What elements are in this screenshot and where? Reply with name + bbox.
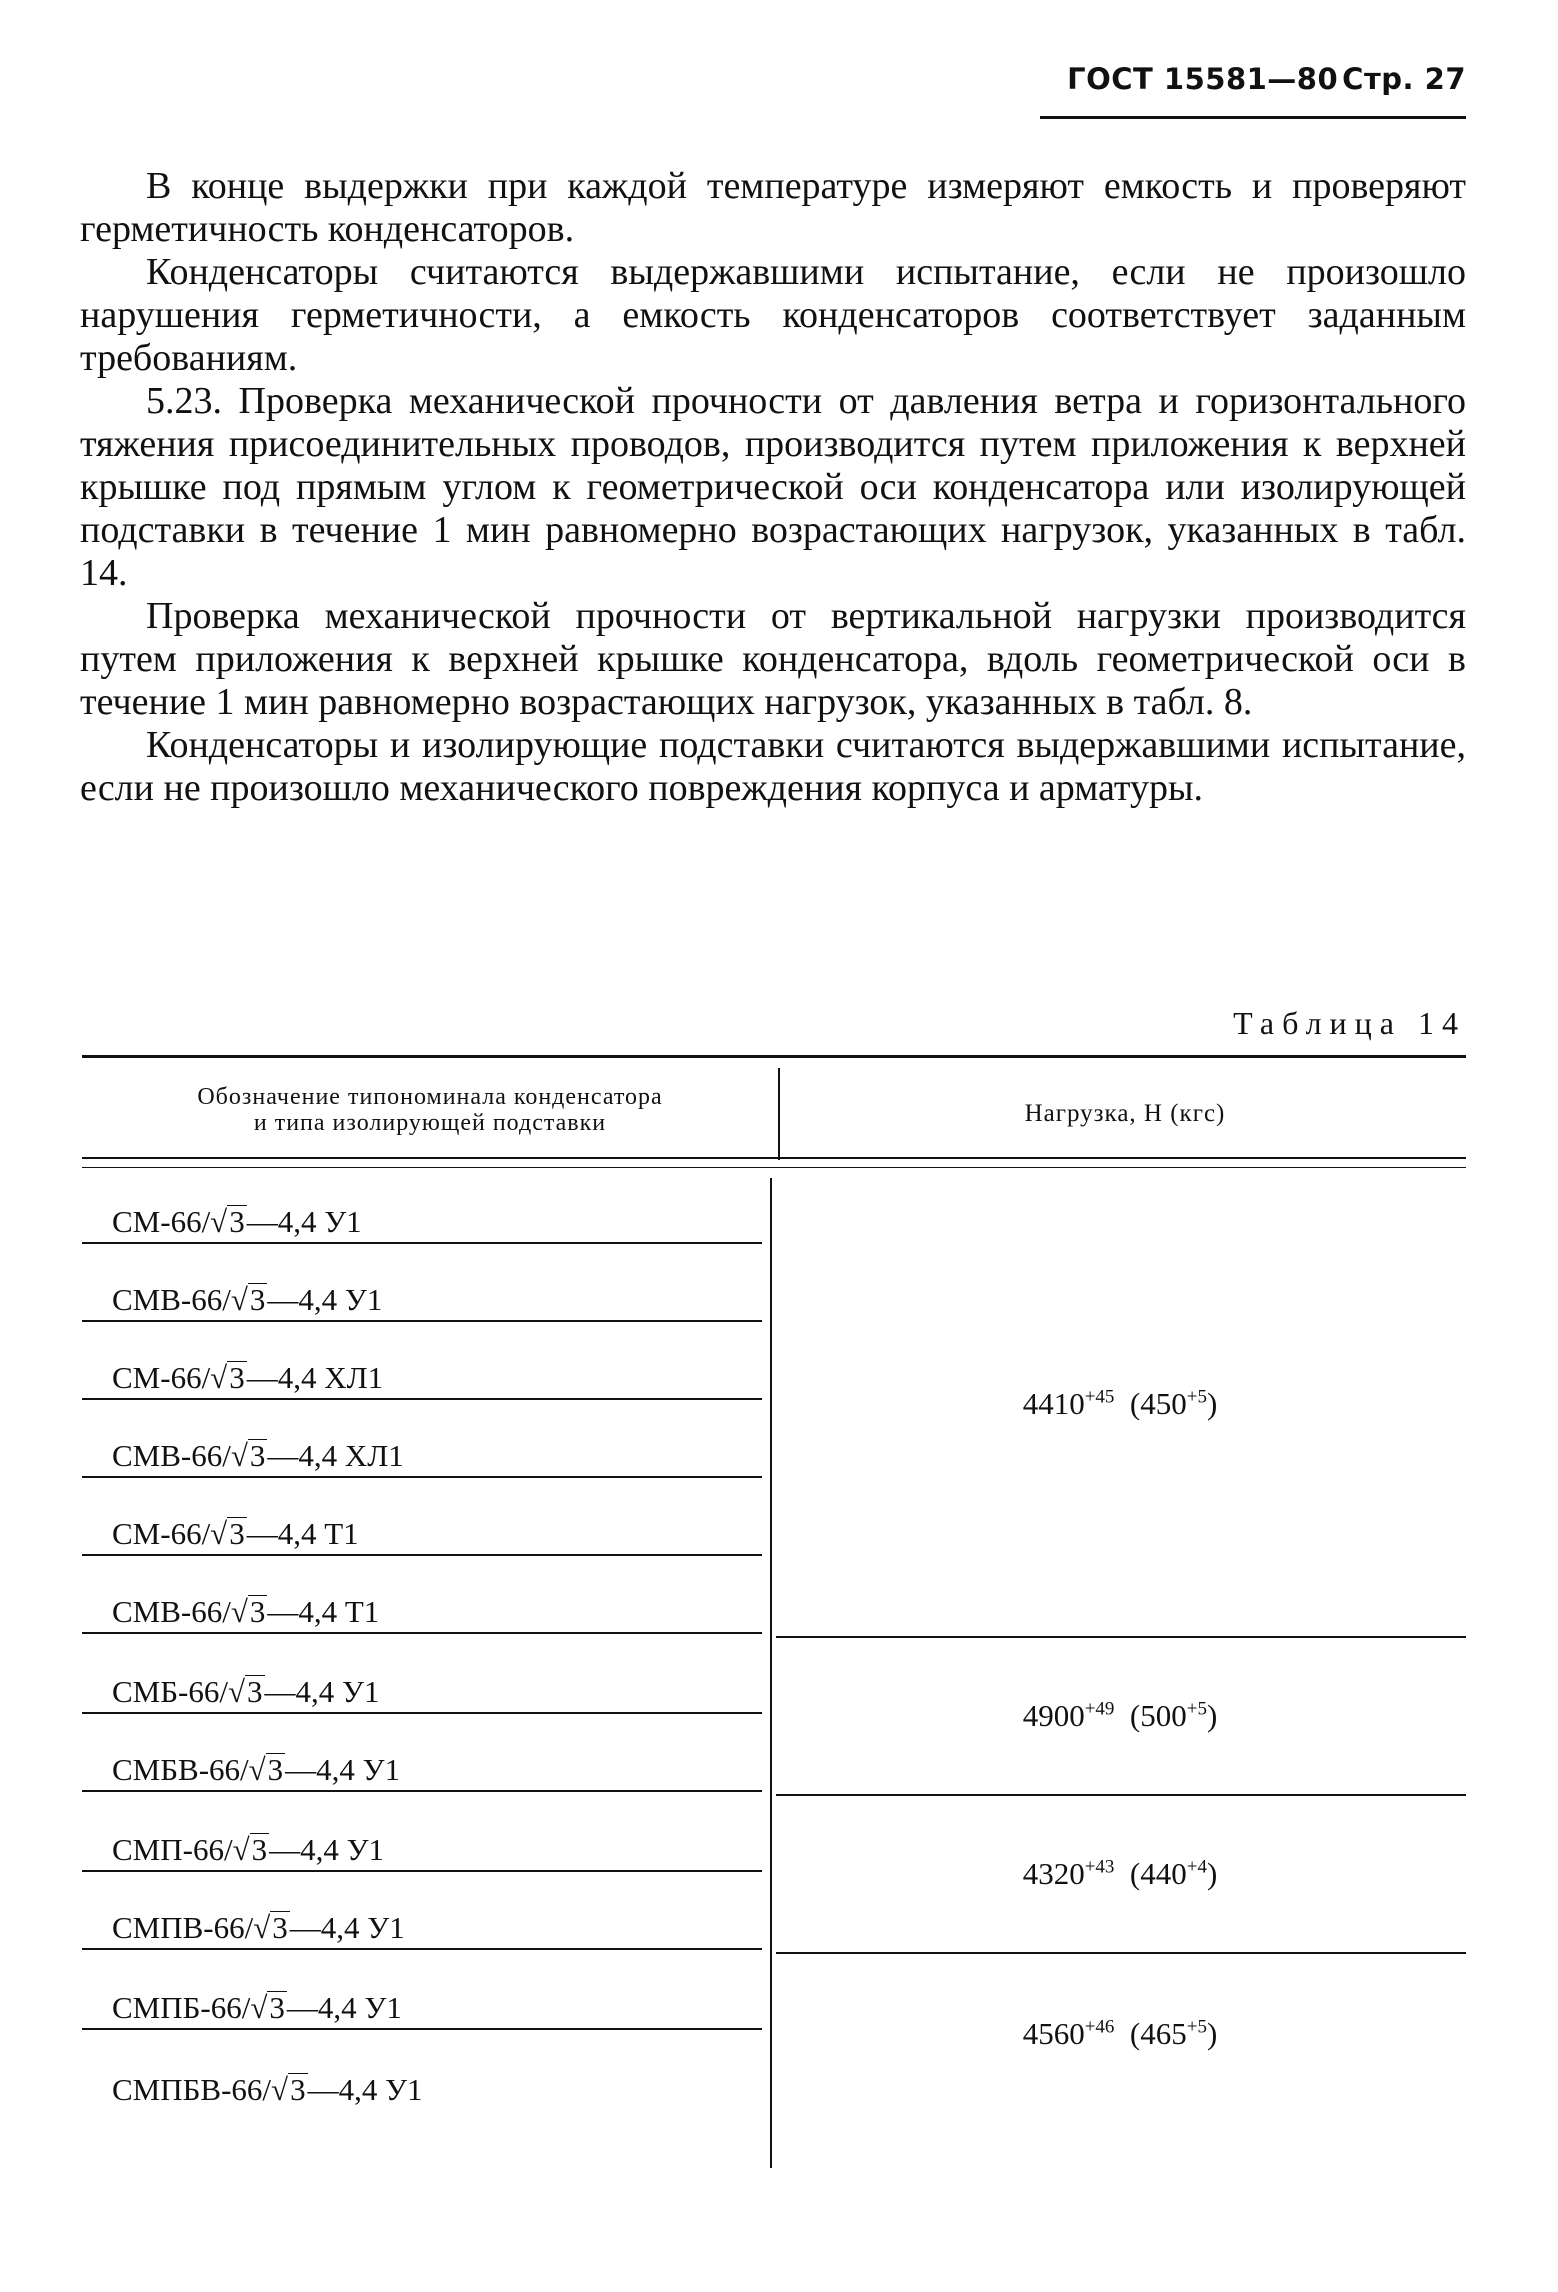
- load-tolerance: +46: [1084, 2016, 1115, 2038]
- designation-suffix: —4,4 У1: [269, 1832, 385, 1867]
- radicand: 3: [267, 1752, 284, 1787]
- paragraph: Проверка механической прочности от вертикальной нагрузки производится путем приложения к верхней крышке конденсатора, вдоль геометрической оси в течение 1 мин равномерно возрастающих нагрузок, указанных в табл. 8.: [80, 595, 1466, 723]
- header-rule: [1040, 116, 1466, 119]
- row-rule: [82, 1712, 762, 1714]
- group-rule: [776, 1636, 1466, 1638]
- radicand: 3: [251, 1832, 268, 1867]
- load-newtons: 4320: [1022, 1856, 1085, 1891]
- designation-suffix: —4,4 Т1: [267, 1594, 380, 1629]
- load-kgf: (500: [1129, 1698, 1187, 1733]
- paragraph: Конденсаторы и изолирующие подставки считаются выдержавшими испытание, если не произошло механического повреждения корпуса и арматуры.: [80, 724, 1466, 809]
- radicand: 3: [269, 1990, 285, 2025]
- designation-prefix: СМП-66/√: [112, 1832, 250, 1867]
- designation-suffix: —4,4 У1: [264, 1674, 380, 1709]
- table-row: [112, 1360, 383, 1396]
- column-separator: [770, 1178, 772, 2168]
- load-tolerance: +5: [1186, 2016, 1207, 2038]
- designation-prefix: СМ-66/√: [112, 1204, 228, 1239]
- designation-suffix: —4,4 У1: [307, 2072, 423, 2107]
- designation-prefix: СМПВ-66/√: [112, 1910, 271, 1945]
- row-rule: [82, 1790, 762, 1792]
- designation-prefix: СМПБ-66/√: [112, 1990, 268, 2025]
- radicand: 3: [229, 1516, 245, 1551]
- row-rule: [82, 2028, 762, 2030]
- table-caption: Таблица 14: [1233, 1005, 1466, 1041]
- designation-suffix: —4,4 У1: [286, 1990, 402, 2025]
- load-tolerance: +4: [1186, 1856, 1207, 1878]
- table-row: [112, 1910, 405, 1946]
- column-header-designation: [100, 1084, 760, 1136]
- load-newtons: 4560: [1022, 2016, 1085, 2051]
- load-close: ): [1206, 2016, 1218, 2051]
- designation-suffix: —4,4 У1: [246, 1204, 362, 1239]
- table-row: [112, 1674, 379, 1710]
- load-value: [790, 1856, 1450, 1892]
- row-rule: [82, 1398, 762, 1400]
- table-header-rule: [82, 1157, 1466, 1159]
- row-rule: [82, 1320, 762, 1322]
- radicand: 3: [247, 1674, 263, 1709]
- designation-prefix: СМВ-66/√: [112, 1594, 248, 1629]
- group-rule: [776, 1952, 1466, 1954]
- table-row: [112, 1752, 400, 1788]
- load-value: [790, 1698, 1450, 1734]
- table-row: [112, 1282, 382, 1318]
- designation-suffix: —4,4 ХЛ1: [246, 1360, 384, 1395]
- load-tolerance: +5: [1186, 1698, 1207, 1720]
- radicand: 3: [229, 1360, 245, 1395]
- radicand: 3: [290, 2072, 306, 2107]
- body-text: [80, 165, 1466, 810]
- load-value: [790, 1386, 1450, 1422]
- designation-prefix: СМБВ-66/√: [112, 1752, 266, 1787]
- radicand: 3: [249, 1282, 266, 1317]
- row-rule: [82, 1242, 762, 1244]
- designation-suffix: —4,4 У1: [289, 1910, 405, 1945]
- load-close: ): [1206, 1698, 1218, 1733]
- paragraph: Конденсаторы считаются выдержавшими испытание, если не произошло нарушения герметичности, а емкость конденсаторов соответствует заданным требованиям.: [80, 251, 1466, 379]
- table-row: [112, 1516, 359, 1552]
- load-tolerance: +45: [1084, 1386, 1115, 1408]
- radicand: 3: [272, 1910, 288, 1945]
- table-row: [112, 2072, 423, 2108]
- designation-prefix: СМБ-66/√: [112, 1674, 245, 1709]
- radicand: 3: [249, 1438, 266, 1473]
- page-number: Стр. 27: [1342, 62, 1466, 96]
- radicand: 3: [229, 1204, 245, 1239]
- load-newtons: 4900: [1022, 1698, 1085, 1733]
- load-tolerance: +49: [1084, 1698, 1115, 1720]
- load-kgf: (440: [1129, 1856, 1187, 1891]
- row-rule: [82, 1948, 762, 1950]
- table-row: [112, 1204, 362, 1240]
- load-value: [790, 2016, 1450, 2052]
- table-row: [112, 1990, 402, 2026]
- paragraph: 5.23. Проверка механической прочности от давления ветра и горизонтального тяжения присоединительных проводов, производится путем приложения к верхней крышке под прямым углом к геометрической оси конденсатора или изолирующей подставки в течение 1 мин равномерно возрастающих нагрузок, указанных в табл. 14.: [80, 380, 1466, 594]
- column-header-line: и типа изолирующей подставки: [253, 1110, 607, 1136]
- row-rule: [82, 1476, 762, 1478]
- load-tolerance: +43: [1084, 1856, 1115, 1878]
- load-tolerance: +5: [1186, 1386, 1207, 1408]
- row-rule: [82, 1554, 762, 1556]
- designation-prefix: СМВ-66/√: [112, 1282, 248, 1317]
- table-row: [112, 1594, 379, 1630]
- load-newtons: 4410: [1022, 1386, 1085, 1421]
- page-header: [1067, 62, 1466, 96]
- designation-suffix: —4,4 Т1: [246, 1516, 359, 1551]
- paragraph: В конце выдержки при каждой температуре измеряют емкость и проверяют герметичность конденсаторов.: [80, 165, 1466, 250]
- designation-prefix: СМВ-66/√: [112, 1438, 248, 1473]
- designation-prefix: СМ-66/√: [112, 1516, 228, 1551]
- table-header-rule: [82, 1167, 1466, 1168]
- column-header-line: Обозначение типономинала конденсатора: [197, 1084, 663, 1110]
- load-kgf: (465: [1129, 2016, 1187, 2051]
- load-close: ): [1206, 1856, 1218, 1891]
- table-row: [112, 1438, 404, 1474]
- row-rule: [82, 1632, 762, 1634]
- table-top-rule: [82, 1055, 1466, 1058]
- row-rule: [82, 1870, 762, 1872]
- radicand: 3: [249, 1594, 266, 1629]
- group-rule: [776, 1794, 1466, 1796]
- designation-suffix: —4,4 ХЛ1: [267, 1438, 404, 1473]
- designation-prefix: СМ-66/√: [112, 1360, 228, 1395]
- column-header-load: Нагрузка, Н (кгс): [1024, 1100, 1226, 1127]
- designation-suffix: —4,4 У1: [285, 1752, 401, 1787]
- load-close: ): [1206, 1386, 1218, 1421]
- standard-number: ГОСТ 15581—80: [1067, 62, 1339, 96]
- designation-prefix: СМПБВ-66/√: [112, 2072, 289, 2107]
- column-separator: [778, 1068, 780, 1160]
- designation-suffix: —4,4 У1: [267, 1282, 383, 1317]
- table-row: [112, 1832, 384, 1868]
- load-kgf: (450: [1129, 1386, 1187, 1421]
